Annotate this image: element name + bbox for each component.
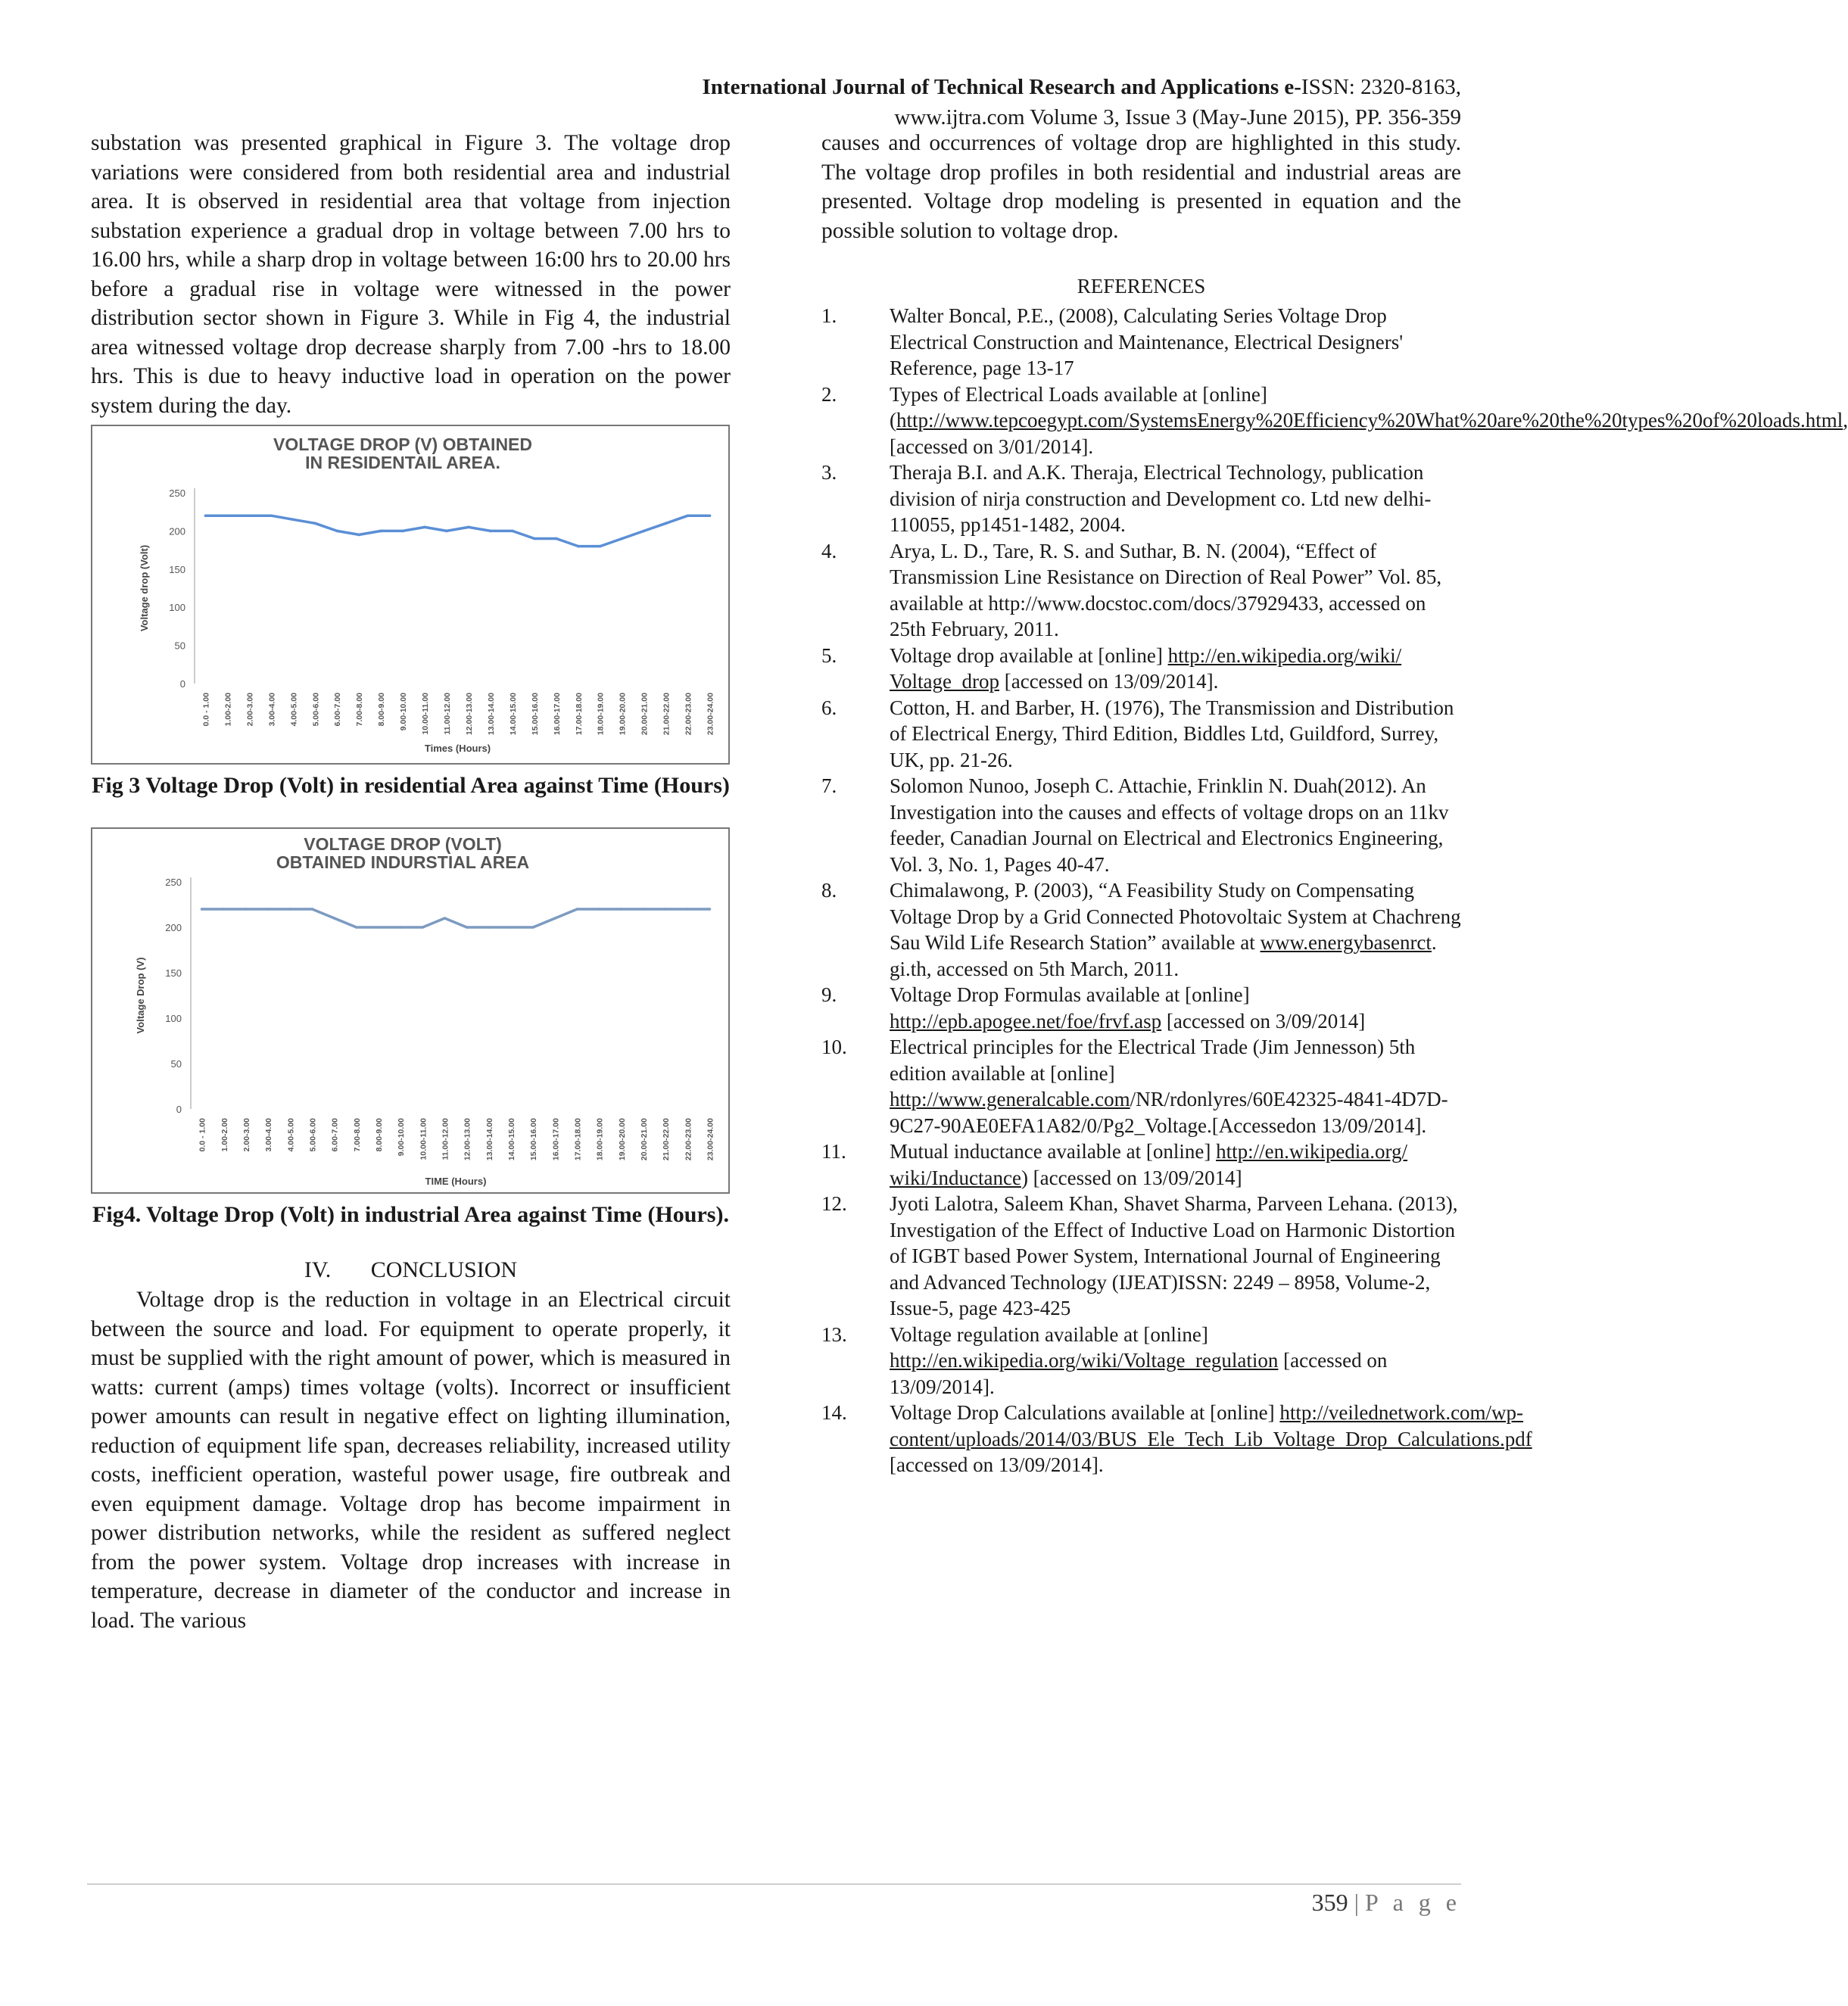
x-tick-label: 13.00-14.00: [486, 693, 496, 736]
reference-link[interactable]: http://en.wikipedia.org/ wiki/Inductance: [890, 1140, 1408, 1189]
reference-item: [821, 382, 1848, 460]
reference-number: 5.: [821, 643, 837, 667]
x-tick-label: 9.00-10.00: [399, 693, 409, 731]
reference-text: Solomon Nunoo, Joseph C. Attachie, Frinklin N. Duah(2012). An Investigation into the causes and effects of voltage drops on an 11kv feeder, Canadian Journal on Electrical and Electronics Engineering, Vol. 3, No. 1, Pages 40-47.: [890, 774, 1449, 876]
data-point: [335, 530, 338, 533]
reference-text-post: [accessed on 13/09/2014].: [890, 1453, 1104, 1476]
x-tick-label: 23.00-24.00: [706, 693, 715, 736]
x-tick-label: 13.00-14.00: [485, 1118, 494, 1161]
x-axis-label: TIME (Hours): [425, 1176, 487, 1187]
x-tick-label: 11.00-12.00: [441, 1118, 450, 1160]
data-point: [531, 926, 534, 929]
reference-number: 13.: [821, 1322, 847, 1346]
x-tick-label: 18.00-19.00: [595, 1118, 605, 1161]
reference-link[interactable]: http://www.tepcoegypt.com/SystemsEnergy%20Efficiency%20What%20are%20the%20types%20of%20loads.html: [896, 409, 1843, 431]
reference-text-post: [accessed on 13/09/2014].: [890, 1349, 1388, 1398]
reference-number: 14.: [821, 1401, 847, 1424]
x-tick-label: 5.00-6.00: [308, 1118, 318, 1152]
y-tick-label: 200: [169, 525, 185, 537]
reference-link[interactable]: http://www.generalcable.com: [890, 1088, 1130, 1110]
reference-item: [821, 877, 1461, 982]
x-tick-label: 6.00-7.00: [330, 1118, 340, 1152]
chart-residential: [92, 426, 728, 763]
data-point: [643, 530, 646, 533]
figure-3: [91, 425, 730, 765]
data-point: [599, 545, 602, 548]
body-paragraph: substation was presented graphical in Figure 3. The voltage drop variations were considered from both residential area and industrial area. It is observed in residential area that voltage from injection substation experience a gradual drop in voltage between 7.00 hrs to 16.00 hrs, while a sharp drop in voltage between 16:00 hrs to 20.00 hrs before a gradual rise in voltage were witnessed in the power distribution sector shown in Figure 3. While in Fig 4, the industrial area witnessed voltage drop decrease sharply from 7.00 -hrs to 18.00 hrs. This is due to heavy inductive load in operation on the power system during the day.: [91, 131, 731, 418]
reference-text: [890, 1138, 1461, 1191]
x-tick-label: 3.00-4.00: [264, 1118, 274, 1152]
chart-title-line: OBTAINED INDURSTIAL AREA: [276, 852, 530, 872]
x-tick-label: 12.00-13.00: [463, 1118, 472, 1161]
reference-text-post: . gi.th, accessed on 5th March, 2011.: [890, 931, 1437, 980]
reference-text: Jyoti Lalotra, Saleem Khan, Shavet Sharma, Parveen Lehana. (2013), Investigation of the Effect of Inductive Load on Harmonic Distortion of IGBT based Power System, International Journal of Engineering and Advanced Technology (IJEAT)ISSN: 2249 – 8958, Volume-2, Issue-5, page 423-425: [890, 1192, 1458, 1319]
x-tick-label: 20.00-21.00: [640, 693, 650, 736]
x-tick-label: 6.00-7.00: [333, 693, 343, 727]
data-point: [620, 908, 623, 911]
body-paragraph-continued: causes and occurrences of voltage drop are highlighted in this study. The voltage drop profiles in both residential and industrial areas are presented. Voltage drop modeling is presented in equation and the possible solution to voltage drop.: [821, 131, 1461, 243]
x-tick-label: 15.00-16.00: [530, 693, 540, 736]
x-tick-label: 12.00-13.00: [464, 693, 474, 736]
x-tick-label: 22.00-23.00: [684, 693, 693, 736]
reference-link[interactable]: http://en.wikipedia.org/wiki/Voltage_regulation: [890, 1349, 1279, 1372]
footer-divider: [87, 1883, 1461, 1885]
chart-title: [273, 435, 532, 472]
data-point: [270, 514, 273, 517]
data-point: [665, 522, 668, 525]
section-number: IV.: [304, 1257, 332, 1282]
journal-volume-line: www.ijtra.com Volume 3, Issue 3 (May-June 2015), PP. 356-359: [894, 105, 1461, 129]
reference-link[interactable]: http://veilednetwork.com/wp-content/uploads/2014/03/BUS_Ele_Tech_Lib_Voltage_Drop_Calculations.pdf: [890, 1401, 1532, 1450]
reference-text: [890, 982, 1461, 1034]
reference-item: [821, 643, 1461, 695]
data-point: [204, 514, 207, 517]
data-point: [553, 917, 556, 920]
data-point: [421, 926, 424, 929]
reference-number: 9.: [821, 983, 837, 1006]
reference-number: 7.: [821, 774, 837, 797]
reference-text-post: [accessed on 13/09/2014].: [999, 670, 1219, 693]
reference-text: [890, 1034, 1461, 1138]
reference-item: [821, 1138, 1461, 1191]
reference-text-pre: Voltage Drop Formulas available at [online]: [890, 983, 1250, 1006]
x-tick-label: 2.00-3.00: [245, 693, 255, 727]
chart-title: [276, 834, 529, 872]
x-tick-label: 9.00-10.00: [397, 1118, 407, 1157]
reference-text: [890, 643, 1461, 695]
data-point: [555, 537, 558, 540]
reference-text-pre: Voltage Drop Calculations available at [online]: [890, 1401, 1280, 1424]
x-tick-label: 21.00-22.00: [662, 1118, 672, 1161]
data-point: [333, 917, 336, 920]
y-tick-label: 0: [179, 678, 185, 690]
reference-number: 1.: [821, 304, 837, 327]
references-heading: REFERENCES: [1077, 275, 1206, 297]
reference-number: 12.: [821, 1192, 847, 1215]
reference-text: [890, 382, 1848, 460]
x-tick-label: 0.0 - 1.00: [201, 693, 211, 727]
data-point: [313, 522, 316, 525]
x-tick-label: 19.00-20.00: [618, 693, 628, 736]
reference-item: [821, 1034, 1461, 1138]
data-point: [598, 908, 601, 911]
y-tick-label: 150: [165, 967, 182, 979]
chart-industrial: [92, 829, 728, 1192]
section-title: CONCLUSION: [370, 1257, 518, 1282]
data-point: [223, 908, 226, 911]
x-tick-label: 22.00-23.00: [684, 1118, 693, 1161]
data-point: [511, 530, 514, 533]
reference-text-pre: Mutual inductance available at [online]: [890, 1140, 1217, 1163]
data-point: [401, 530, 404, 533]
reference-text: Theraja B.I. and A.K. Theraja, Electrical Technology, publication division of nirja construction and Development co. Ltd new delhi-110055, pp1451-1482, 2004.: [890, 461, 1432, 536]
reference-item: [821, 1322, 1461, 1400]
x-tick-label: 2.00-3.00: [242, 1118, 251, 1152]
reference-link[interactable]: http://epb.apogee.net/foe/frvf.asp: [890, 1009, 1162, 1033]
x-tick-label: 10.00-11.00: [419, 1118, 428, 1160]
page-number: 359: [1311, 1889, 1348, 1916]
data-point: [445, 530, 448, 533]
data-point: [577, 545, 580, 548]
figure-4-caption: Fig4. Voltage Drop (Volt) in industrial Area against Time (Hours).: [92, 1202, 729, 1227]
y-tick-label: 100: [169, 602, 185, 614]
data-point: [687, 514, 690, 517]
left-column: [91, 129, 731, 1635]
reference-text: Walter Boncal, P.E., (2008), Calculating Series Voltage Drop Electrical Construction and Maintenance, Electrical Designers' Reference, page 13-17: [890, 304, 1404, 379]
data-point: [533, 537, 536, 540]
right-column: [821, 129, 1848, 1478]
x-tick-label: 7.00-8.00: [352, 1118, 362, 1152]
data-point: [423, 526, 426, 529]
page-label: P a g e: [1364, 1889, 1461, 1916]
references-list: [821, 303, 1848, 1478]
reference-item: [821, 773, 1461, 877]
reference-item: [821, 1191, 1461, 1322]
series-line: [206, 516, 710, 546]
reference-number: 10.: [821, 1036, 847, 1058]
data-point: [664, 908, 667, 911]
x-tick-label: 11.00-12.00: [443, 693, 453, 735]
x-tick-label: 8.00-9.00: [374, 1118, 384, 1152]
reference-text: [890, 1400, 1532, 1478]
data-point: [399, 926, 402, 929]
data-point: [709, 908, 712, 911]
chart-title-line: VOLTAGE DROP (VOLT): [304, 834, 502, 854]
figure-4: [91, 827, 730, 1194]
reference-number: 8.: [821, 879, 837, 902]
x-tick-label: 19.00-20.00: [617, 1118, 627, 1161]
data-point: [355, 926, 358, 929]
x-tick-label: 16.00-17.00: [551, 1118, 561, 1161]
x-tick-label: 3.00-4.00: [267, 693, 277, 727]
x-tick-label: 15.00-16.00: [529, 1118, 539, 1161]
x-tick-label: 7.00-8.00: [355, 693, 365, 727]
section-heading: [91, 1255, 731, 1285]
reference-text-pre: Types of Electrical Loads available at [online](: [890, 382, 1267, 431]
y-axis-label: Voltage drop (Volt): [139, 544, 150, 632]
reference-link[interactable]: www.energybasenrct: [1260, 931, 1432, 954]
x-axis-label: Times (Hours): [424, 743, 491, 754]
page-separator: |: [1354, 1889, 1359, 1916]
x-tick-label: 20.00-21.00: [639, 1118, 649, 1161]
data-point: [686, 908, 689, 911]
data-point: [201, 908, 204, 911]
reference-text: Arya, L. D., Tare, R. S. and Suthar, B. N. (2004), “Effect of Transmission Line Resistance on Direction of Real Power” Vol. 85, available at http://www.docstoc.com/docs/37929433, accessed on 25th February, 2011.: [890, 539, 1442, 640]
x-tick-label: 16.00-17.00: [552, 693, 562, 736]
data-point: [226, 514, 229, 517]
reference-item: [821, 1400, 1532, 1478]
conclusion-paragraph: Voltage drop is the reduction in voltage in an Electrical circuit between the source and load. For equipment to operate properly, it must be supplied with the right amount of power, which is measured in watts: current (amps) times voltage (volts). Incorrect or insufficient power amounts can result in negative effect on lighting illumination, reduction of equipment life span, decreases reliability, increased utility costs, inefficient operation, wasteful power usage, fire outbreak and even equipment damage. Voltage drop has become impairment in power distribution networks, while the resident as suffered neglect from the power system. Voltage drop increases with increase in temperature, decrease in diameter of the conductor and increase in load. The various: [91, 1288, 731, 1633]
reference-text: Cotton, H. and Barber, H. (1976), The Transmission and Distribution of Electrical Energy, Third Edition, Biddles Ltd, Guildford, Surrey, UK, pp. 21-26.: [890, 696, 1454, 771]
reference-item: [821, 695, 1461, 774]
x-tick-label: 10.00-11.00: [421, 693, 431, 735]
data-point: [288, 908, 291, 911]
reference-item: [821, 982, 1461, 1034]
chart-title-line: VOLTAGE DROP (V) OBTAINED: [273, 435, 533, 454]
data-point: [466, 926, 469, 929]
data-point: [576, 908, 579, 911]
reference-number: 11.: [821, 1140, 846, 1163]
y-tick-label: 200: [165, 922, 182, 933]
journal-name: International Journal of Technical Research and Applications e-: [702, 75, 1301, 99]
x-tick-label: 8.00-9.00: [377, 693, 387, 727]
reference-text: [890, 877, 1461, 982]
reference-item: [821, 538, 1461, 643]
journal-issn: ISSN: 2320-8163,: [1301, 75, 1461, 99]
x-tick-label: 1.00-2.00: [220, 1118, 229, 1152]
reference-text: [890, 1322, 1461, 1400]
reference-number: 6.: [821, 696, 837, 719]
x-tick-label: 17.00-18.00: [573, 1118, 583, 1161]
y-tick-label: 50: [174, 640, 185, 652]
y-tick-label: 50: [170, 1058, 182, 1070]
x-tick-label: 0.0 - 1.00: [198, 1118, 207, 1152]
reference-text-pre: Chimalawong, P. (2003), “A Feasibility Study on Compensating Voltage Drop by a Grid Connected Photovoltaic System at Chachreng Sau Wild Life Research Station” available at: [890, 879, 1461, 954]
data-point: [489, 530, 492, 533]
y-tick-label: 150: [169, 563, 185, 575]
series-line: [202, 909, 710, 927]
x-tick-label: 5.00-6.00: [311, 693, 321, 727]
data-point: [444, 917, 447, 920]
x-tick-label: 21.00-22.00: [662, 693, 672, 736]
data-point: [357, 534, 360, 537]
y-axis-label: Voltage Drop (V): [135, 957, 146, 1034]
x-tick-label: 14.00-15.00: [508, 693, 518, 736]
running-header: [0, 72, 1461, 132]
reference-text-post: , [accessed on 3/01/2014].: [890, 409, 1848, 458]
data-point: [709, 514, 712, 517]
data-point: [292, 518, 295, 521]
reference-text-post: /NR/rdonlyres/60E42325-4841-4D7D-9C27-90AE0EFA1A82/0/Pg2_Voltage.[Accessedon 13/09/2014].: [890, 1088, 1448, 1137]
reference-number: 2.: [821, 382, 837, 406]
y-tick-label: 250: [169, 487, 185, 499]
chart-title-line: IN RESIDENTAIL AREA.: [305, 453, 500, 472]
data-point: [245, 908, 248, 911]
data-point: [379, 530, 382, 533]
x-tick-label: 4.00-5.00: [286, 1118, 296, 1152]
figure-3-caption: Fig 3 Voltage Drop (Volt) in residential Area against Time (Hours): [92, 773, 730, 798]
data-point: [510, 926, 513, 929]
reference-number: 4.: [821, 539, 837, 562]
reference-text-post: [accessed on 3/09/2014]: [1161, 1009, 1366, 1033]
data-point: [488, 926, 491, 929]
reference-text-pre: Voltage drop available at [online]: [890, 643, 1168, 667]
data-point: [311, 908, 314, 911]
data-point: [248, 514, 251, 517]
data-point: [467, 526, 470, 529]
x-tick-label: 14.00-15.00: [506, 1118, 516, 1161]
y-tick-label: 250: [165, 877, 182, 888]
reference-link[interactable]: http://en.wikipedia.org/wiki/ Voltage_drop: [890, 643, 1402, 693]
y-tick-label: 100: [165, 1013, 182, 1024]
reference-number: 3.: [821, 461, 837, 484]
page-footer: [1312, 1889, 1461, 1917]
reference-item: [821, 459, 1461, 538]
x-tick-label: 18.00-19.00: [596, 693, 606, 736]
data-point: [266, 908, 270, 911]
reference-item: [821, 303, 1461, 382]
x-tick-label: 1.00-2.00: [223, 693, 233, 727]
x-tick-label: 23.00-24.00: [706, 1118, 715, 1161]
data-point: [642, 908, 645, 911]
y-tick-label: 0: [176, 1104, 182, 1115]
x-tick-label: 4.00-5.00: [289, 693, 299, 727]
data-point: [377, 926, 380, 929]
reference-text-post: ) [accessed on 13/09/2014]: [1021, 1166, 1242, 1189]
reference-text-pre: Electrical principles for the Electrical Trade (Jim Jennesson) 5th edition available at [online]: [890, 1036, 1416, 1085]
x-tick-label: 17.00-18.00: [574, 693, 584, 736]
data-point: [621, 537, 624, 540]
reference-text-pre: Voltage regulation available at [online]: [890, 1322, 1208, 1346]
